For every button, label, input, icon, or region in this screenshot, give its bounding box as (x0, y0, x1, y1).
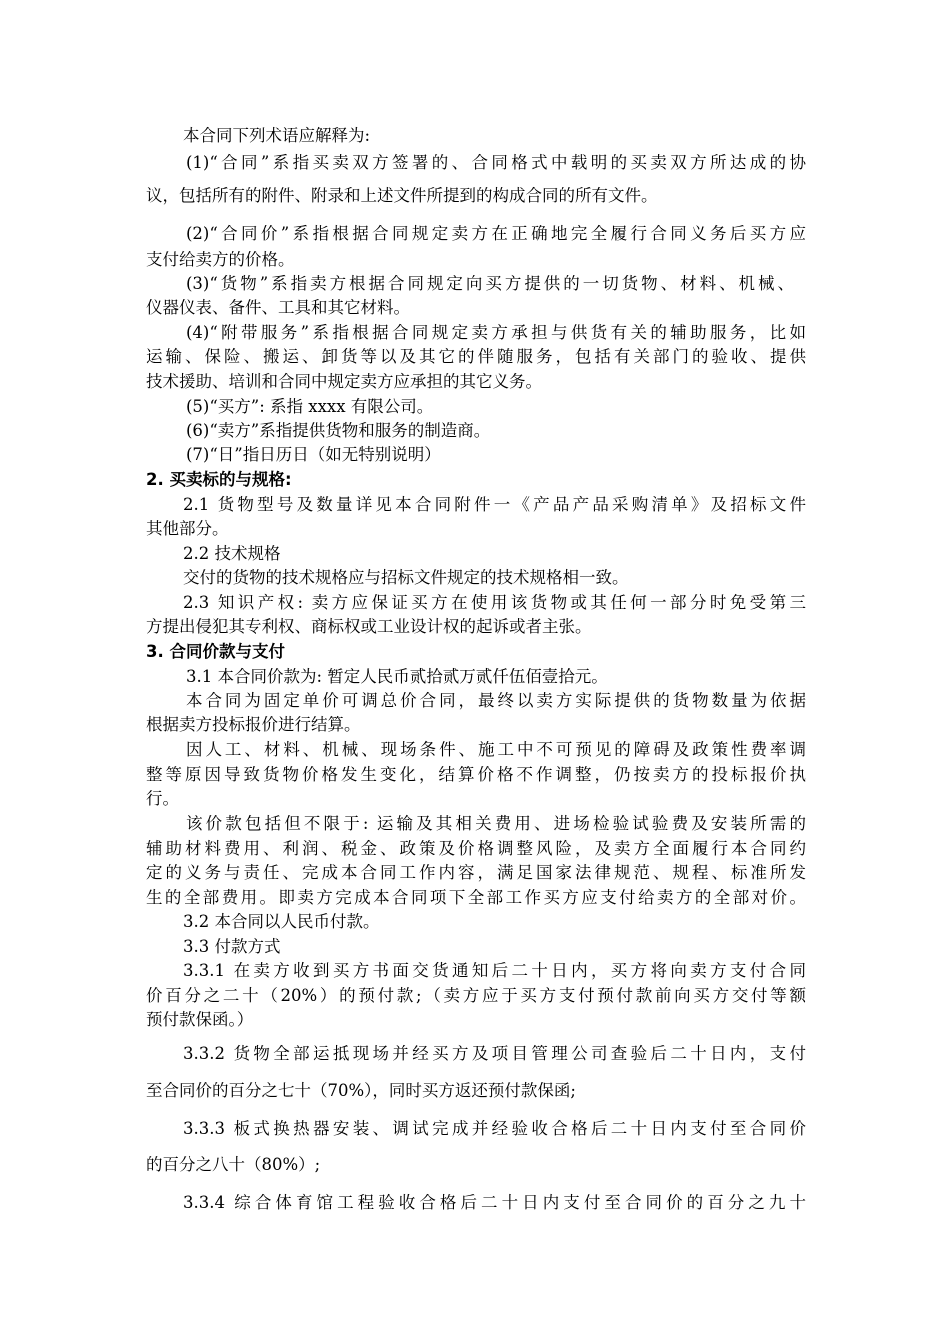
clause-3-3-3-line-2: 的百分之八十（80%）; (146, 1155, 321, 1174)
clause-3-1-para-3-line-3: 定的义务与责任、完成本合同工作内容，满足国家法律规范、规程、标准所发 (146, 863, 806, 882)
clause-2-2-text: 交付的货物的技术规格应与招标文件规定的技术规格相一致。 (183, 568, 629, 587)
clause-3-1-para-3-line-2: 辅助材料费用、利润、税金、政策及价格调整风险，及卖方全面履行本合同约 (146, 839, 806, 858)
clause-3-3-1-line-3: 预付款保函。） (146, 1010, 254, 1029)
clause-3-1-line: 3.1 本合同价款为: 暂定人民币贰拾贰万贰仟伍佰壹拾元。 (186, 667, 608, 686)
clause-3-3-1-line-2: 价百分之二十（20%）的预付款;（卖方应于买方支付预付款前向买方交付等额 (146, 986, 806, 1005)
section-2-heading: 2. 买卖标的与规格: (146, 470, 292, 489)
clause-3-3-3-line-1: 3.3.3 板式换热器安装、调试完成并经验收合格后二十日内支付至合同价 (183, 1119, 806, 1138)
clause-3-3-4-line-1: 3.3.4 综合体育馆工程验收合格后二十日内支付至合同价的百分之九十 (183, 1193, 806, 1212)
clause-2-1-line-1: 2.1 货物型号及数量详见本合同附件一《产品产品采购清单》及招标文件 (183, 495, 806, 514)
clause-3-1-para-3-line-1: 该价款包括但不限于: 运输及其相关费用、进场检验试验费及安装所需的 (186, 814, 806, 833)
term-1-line-1: (1)“合同”系指买卖双方签署的、合同格式中载明的买卖双方所达成的协 (186, 153, 806, 172)
clause-3-1-para-3-line-4: 生的全部费用。即卖方完成本合同项下全部工作买方应支付给卖方的全部对价。 (146, 888, 806, 907)
clause-2-3-line-1: 2.3 知识产权: 卖方应保证买方在使用该货物或其任何一部分时免受第三 (183, 593, 806, 612)
clause-3-1-para-2-line-1: 因人工、材料、机械、现场条件、施工中不可预见的障碍及政策性费率调 (186, 740, 806, 759)
clause-3-1-para-1-line-2: 根据卖方投标报价进行结算。 (146, 715, 361, 734)
term-2-line-1: (2)“合同价”系指根据合同规定卖方在正确地完全履行合同义务后买方应 (186, 224, 806, 243)
clause-3-3-heading: 3.3 付款方式 (183, 937, 281, 956)
term-5-line: (5)“买方”: 系指 xxxx 有限公司。 (186, 397, 434, 416)
clause-2-3-line-2: 方提出侵犯其专利权、商标权或工业设计权的起诉或者主张。 (146, 617, 592, 636)
section-3-heading: 3. 合同价款与支付 (146, 642, 285, 661)
term-7-line: (7)“日”指日历日（如无特别说明） (186, 445, 441, 464)
term-3-line-1: (3)“货物”系指卖方根据合同规定向买方提供的一切货物、材料、机械、 (186, 274, 794, 293)
clause-2-2-heading: 2.2 技术规格 (183, 544, 281, 563)
term-3-line-2: 仪器仪表、备件、工具和其它材料。 (146, 298, 410, 317)
clause-3-3-2-line-1: 3.3.2 货物全部运抵现场并经买方及项目管理公司查验后二十日内，支付 (183, 1044, 806, 1063)
clause-3-3-1-line-1: 3.3.1 在卖方收到买方书面交货通知后二十日内，买方将向卖方支付合同 (183, 961, 806, 980)
term-1-line-2: 议，包括所有的附件、附录和上述文件所提到的构成合同的所有文件。 (146, 186, 658, 205)
term-2-line-2: 支付给卖方的价格。 (146, 250, 295, 269)
clause-2-1-line-2: 其他部分。 (146, 519, 229, 538)
clause-3-2-line: 3.2 本合同以人民币付款。 (183, 912, 380, 931)
intro-line: 本合同下列术语应解释为: (183, 126, 371, 145)
term-4-line-1: (4)“附带服务”系指根据合同规定卖方承担与供货有关的辅助服务，比如 (186, 323, 806, 342)
clause-3-1-para-2-line-2: 整等原因导致货物价格发生变化，结算价格不作调整，仍按卖方的投标报价执 (146, 765, 806, 784)
clause-3-1-para-1-line-1: 本合同为固定单价可调总价合同，最终以卖方实际提供的货物数量为依据 (186, 691, 806, 710)
clause-3-1-para-2-line-3: 行。 (146, 789, 179, 808)
term-6-line: (6)“卖方”系指提供货物和服务的制造商。 (186, 421, 491, 440)
term-4-line-2: 运输、保险、搬运、卸货等以及其它的伴随服务，包括有关部门的验收、提供 (146, 347, 806, 366)
clause-3-3-2-line-2: 至合同价的百分之七十（70%），同时买方返还预付款保函; (146, 1081, 576, 1100)
term-4-line-3: 技术援助、培训和合同中规定卖方应承担的其它义务。 (146, 372, 542, 391)
